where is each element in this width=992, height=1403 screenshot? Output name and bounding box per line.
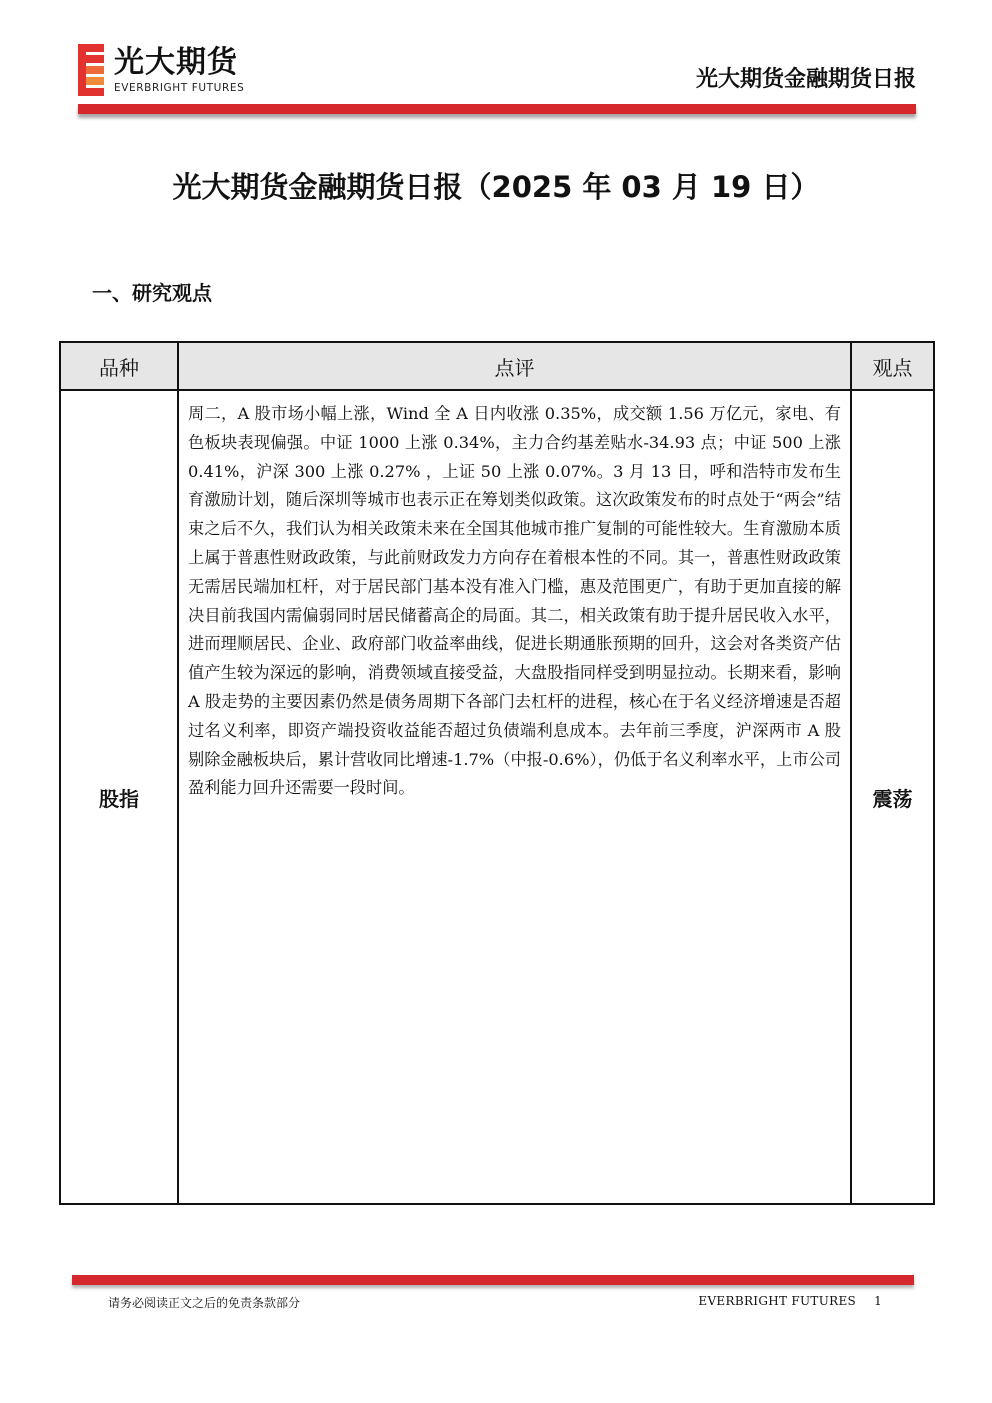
cell-comment: 周二，A 股市场小幅上涨，Wind 全 A 日内收涨 0.35%，成交额 1.56 万亿元，家电、有色板块表现偏强。中证 1000 上涨 0.34%，主力合约基差贴水-34.93 点；中证 500 上涨 0.41%，沪深 300 上涨 0.27% ，上证 50 上涨 0.07%。3 月 13 日，呼和浩特市发布生育激励计划，随后深圳等城市也表示正在筹划类似政策。这次政策发布的时点处于“两会”结束之后不久，我们认为相关政策未来在全国其他城市推广复制的可能性较大。生育激励本质上属于普惠性财政政策，与此前财政发力方向存在着根本性的不同。其一，普惠性财政政策无需居民端加杠杆，对于居民部门基本没有准入门槛，惠及范围更广，有助于更加直接的解决目前我国内需偏弱同时居民储蓄高企的局面。其二，相关政策有助于提升居民收入水平，进而理顺居民、企业、政府部门收益率曲线，促进长期通胀预期的回升，这会对各类资产估值产生较为深远的影响，消费领域直接受益，大盘股指同样受到明显拉动。长期来看，影响 A 股走势的主要因素仍然是债务周期下各部门去杠杆的进程，核心在于名义经济增速是否超过名义利率，即资产端投资收益能否超过负债端利息成本。去年前三季度，沪深两市 A 股剔除金融板块后，累计营收同比增速-1.7%（中报-0.6%），仍低于名义利率水平，上市公司盈利能力回升还需要一段时间。 [178, 390, 851, 1204]
everbright-logo-icon [78, 44, 104, 96]
document-title: 光大期货金融期货日报（2025 年 03 月 19 日） [172, 170, 820, 204]
column-header-view: 观点 [851, 342, 934, 390]
column-header-comment: 点评 [178, 342, 851, 390]
page-number: 1 [874, 1294, 882, 1308]
header-report-name: 光大期货金融期货日报 [695, 67, 916, 92]
footer-disclaimer: 请务必阅读正文之后的免责条款部分 [108, 1296, 301, 1310]
section-heading: 一、研究观点 [92, 281, 212, 305]
logo-chinese-name: 光大期货 [114, 45, 238, 80]
footer-brand [698, 1294, 882, 1308]
table-header-row [60, 342, 934, 390]
research-view-table [59, 341, 935, 1205]
footer-divider [72, 1275, 914, 1285]
logo-english-name: EVERBRIGHT FUTURES [114, 82, 245, 94]
footer-brand-name: EVERBRIGHT FUTURES [698, 1294, 857, 1308]
company-logo [78, 44, 298, 100]
table-row [60, 390, 934, 1204]
cell-view: 震荡 [851, 390, 934, 1204]
cell-variety: 股指 [60, 390, 178, 1204]
header-divider [78, 104, 916, 114]
column-header-variety: 品种 [60, 342, 178, 390]
